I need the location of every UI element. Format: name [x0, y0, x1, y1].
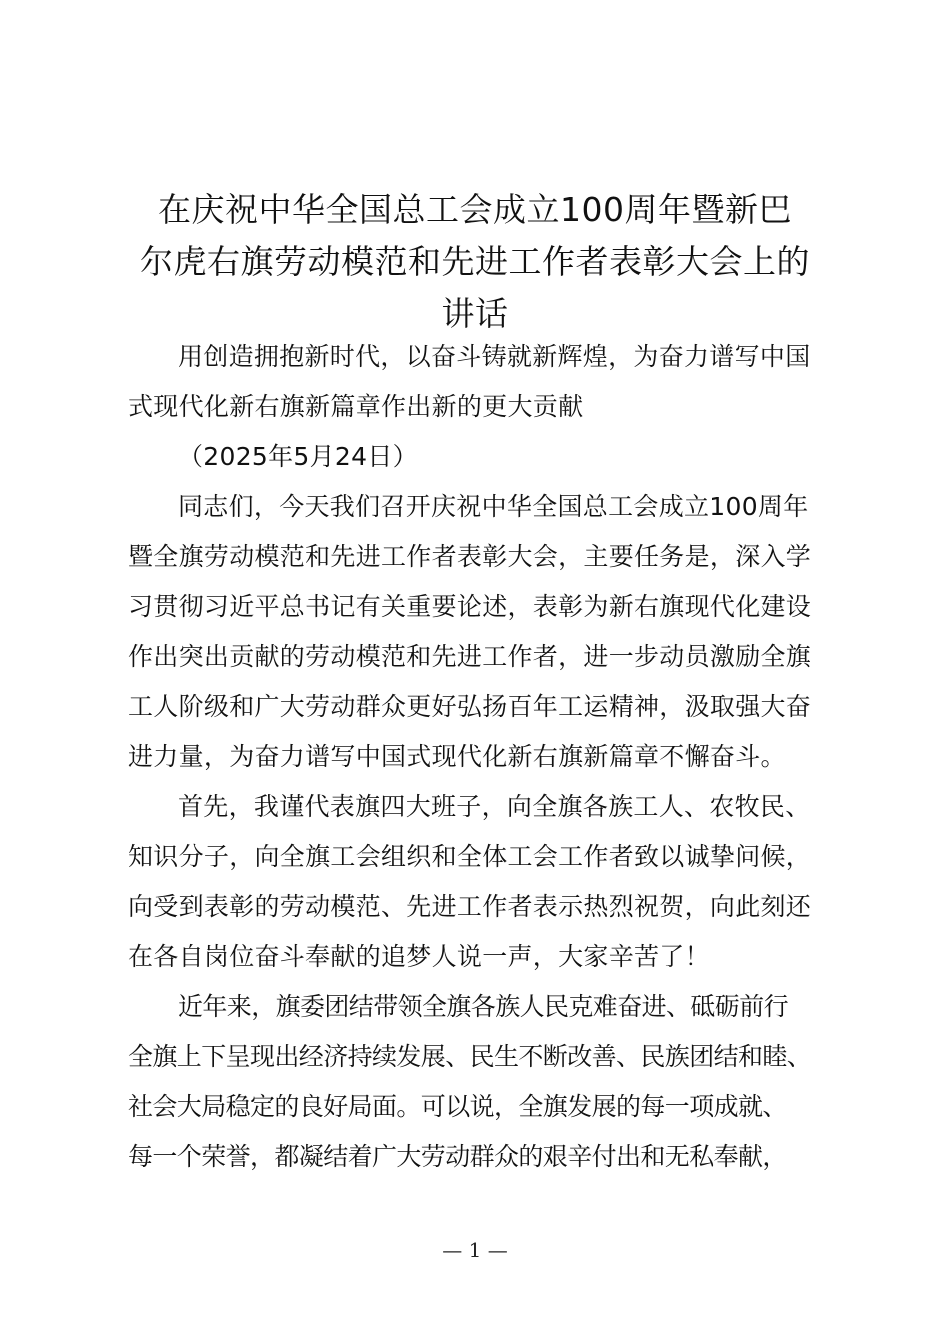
page-number: — 1 —	[442, 1238, 508, 1262]
paragraph-line: 暨全旗劳动模范和先进工作者表彰大会，主要任务是，深入学	[128, 542, 812, 571]
paragraph-line: 首先，我谨代表旗四大班子，向全旗各族工人、农牧民、	[178, 792, 811, 821]
subtitle-line: 用创造拥抱新时代，以奋斗铸就新辉煌，为奋力谱写中国	[178, 342, 811, 371]
paragraph-line: 知识分子，向全旗工会组织和全体工会工作者致以诚挚问候，	[128, 842, 812, 871]
subtitle-line: 式现代化新右旗新篇章作出新的更大贡献	[128, 392, 584, 421]
paragraph-line: 工人阶级和广大劳动群众更好弘扬百年工运精神，汲取强大奋	[128, 692, 812, 721]
paragraph-line: 进力量，为奋力谱写中国式现代化新右旗新篇章不懈奋斗。	[128, 742, 786, 771]
paragraph-line: 近年来，旗委团结带领全旗各族人民克难奋进、砥砺前行	[178, 992, 789, 1021]
paragraph-line: 习贯彻习近平总书记有关重要论述，表彰为新右旗现代化建设	[128, 592, 812, 621]
date-line	[128, 432, 838, 482]
paragraph-line: 同志们，今天我们召开庆祝中华全国总工会成立100周年	[178, 492, 809, 521]
paragraph-line: 每一个荣誉，都凝结着广大劳动群众的艰辛付出和无私奉献，	[128, 1142, 787, 1171]
document-title	[110, 184, 840, 340]
body-paragraph-2	[128, 782, 838, 982]
paragraph-line: 作出突出贡献的劳动模范和先进工作者，进一步动员激励全旗	[128, 642, 812, 671]
paragraph-line: 全旗上下呈现出经济持续发展、民生不断改善、民族团结和睦、	[128, 1042, 812, 1071]
body-paragraph-3	[128, 982, 838, 1182]
document-body	[128, 332, 838, 1182]
paragraph-line: 在各自岗位奋斗奉献的追梦人说一声，大家辛苦了！	[128, 942, 710, 971]
title-line: 尔虎右旗劳动模范和先进工作者表彰大会上的	[140, 242, 810, 281]
title-line: 在庆祝中华全国总工会成立100周年暨新巴	[158, 190, 792, 229]
title-line: 讲话	[441, 294, 509, 333]
paragraph-line: 向受到表彰的劳动模范、先进工作者表示热烈祝贺，向此刻还	[128, 892, 812, 921]
body-paragraph-1	[128, 482, 838, 782]
subtitle-paragraph	[128, 332, 838, 432]
paragraph-line: 社会大局稳定的良好局面。可以说，全旗发展的每一项成就、	[128, 1092, 787, 1121]
speech-date: （2025年5月24日）	[178, 442, 418, 471]
